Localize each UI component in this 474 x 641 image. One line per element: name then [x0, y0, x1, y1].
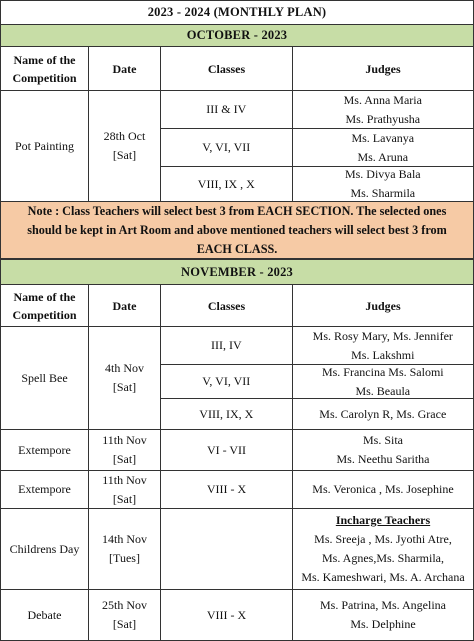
table-row-extempore-viii-x: [0, 471, 474, 509]
header-judges: Judges: [293, 285, 474, 327]
judge-name: Ms. Carolyn R, Ms. Grace: [319, 406, 447, 421]
table-row-childrens-day: [0, 509, 474, 590]
table-row-pot-painting: [0, 91, 474, 202]
judge-name: Ms. Neethu Saritha: [336, 452, 430, 466]
table-row-debate: [0, 590, 474, 641]
judge-name: Ms. Sharmila: [350, 186, 416, 200]
classes-cell: VI - VII: [161, 430, 293, 471]
table-header-november: [0, 285, 474, 327]
competition-name: Debate: [0, 590, 89, 641]
classes-cell: [161, 509, 293, 590]
judge-name: Ms. Delphine: [350, 617, 416, 631]
competition-name: Extempore: [0, 430, 89, 471]
judges-group: [293, 327, 473, 365]
day-line: [Sat]: [112, 491, 137, 506]
class-judge-groups: [161, 327, 474, 430]
judge-name: Ms. Lakshmi: [351, 347, 415, 362]
judge-name: Ms. Beaula: [355, 383, 411, 398]
judges-cell: [293, 509, 474, 590]
competition-name: Extempore: [0, 471, 89, 509]
competition-date: [89, 509, 161, 590]
header-competition-line2: Competition: [12, 307, 77, 322]
note-line: should be kept in Art Room and above mentioned teachers will select best 3 from: [27, 222, 447, 237]
competition-name: Pot Painting: [0, 91, 89, 202]
judge-name: Ms. Divya Bala: [344, 167, 421, 181]
plan-title: 2023 - 2024 (MONTHLY PLAN): [0, 0, 474, 25]
classes-group: III & IV: [161, 91, 292, 129]
date-line: 11th Nov: [102, 472, 147, 487]
classes-group: V, VI, VII: [161, 129, 292, 167]
judges-group: [293, 129, 473, 167]
class-judge-groups: [161, 91, 474, 202]
judge-name: Ms. Prathyusha: [345, 111, 421, 126]
judge-name: Ms. Rosy Mary, Ms. Jennifer: [312, 328, 453, 343]
date-line: 11th Nov: [102, 433, 147, 447]
month-banner-october: OCTOBER - 2023: [0, 25, 474, 47]
judge-name: Ms. Veronica , Ms. Josephine: [312, 482, 454, 496]
competition-name: Spell Bee: [0, 327, 89, 430]
table-header-october: [0, 47, 474, 91]
note-line: Note : Class Teachers will select best 3 from EACH SECTION. The selected ones: [27, 203, 447, 218]
judge-name: Ms. Anna Maria: [343, 92, 422, 107]
day-line: [Sat]: [112, 380, 137, 394]
judge-name: Ms. Aruna: [357, 149, 409, 164]
classes-group: V, VI, VII: [161, 365, 292, 399]
day-line: [Sat]: [112, 617, 137, 631]
competition-name: Childrens Day: [0, 509, 89, 590]
judge-name: Ms. Francina Ms. Salomi: [321, 364, 444, 379]
day-line: [Sat]: [112, 452, 137, 466]
judges-group: [293, 167, 473, 201]
note-line: EACH CLASS.: [196, 241, 278, 256]
date-line: 25th Nov: [102, 598, 147, 612]
judges-group: [293, 91, 473, 129]
month-banner-november: NOVEMBER - 2023: [0, 259, 474, 285]
header-classes: Classes: [161, 285, 293, 327]
competition-date: [89, 590, 161, 641]
classes-cell: VIII - X: [161, 471, 293, 509]
header-judges: Judges: [293, 47, 474, 91]
judge-name: Ms. Agnes,Ms. Sharmila,: [321, 551, 444, 565]
note-box: [0, 202, 474, 259]
judge-name: Ms. Sita: [362, 433, 403, 447]
header-classes: Classes: [161, 47, 293, 91]
header-competition-line2: Competition: [12, 70, 77, 85]
day-line: [Sat]: [112, 148, 137, 162]
competition-date: [89, 430, 161, 471]
classes-group: III, IV: [161, 327, 292, 365]
header-competition: [0, 285, 89, 327]
classes-cell: VIII - X: [161, 590, 293, 641]
table-row-spell-bee: [0, 327, 474, 430]
header-competition-line1: Name of the: [13, 289, 76, 304]
judges-cell: [293, 430, 474, 471]
competition-date: [89, 471, 161, 509]
date-line: 14th Nov: [102, 532, 147, 546]
classes-group: VIII, IX , X: [197, 176, 255, 191]
competition-date: [89, 91, 161, 202]
day-line: [Tues]: [109, 551, 140, 565]
date-line: 28th Oct: [103, 129, 146, 143]
date-line: 4th Nov: [105, 361, 144, 375]
table-row-extempore-vi-vii: [0, 430, 474, 471]
judge-name: Ms. Kameshwari, Ms. A. Archana: [301, 570, 465, 584]
header-competition-line1: Name of the: [13, 52, 76, 67]
competition-date: [89, 327, 161, 430]
judges-cell: [293, 471, 474, 509]
judge-name: Ms. Sreeja , Ms. Jyothi Atre,: [314, 532, 452, 546]
header-date: Date: [89, 285, 161, 327]
classes-group: VIII, IX, X: [199, 406, 254, 421]
judges-cell: [293, 590, 474, 641]
header-competition: [0, 47, 89, 91]
judges-group: [293, 365, 473, 399]
judges-group: [293, 399, 473, 429]
judge-name: Ms. Lavanya: [351, 130, 415, 145]
header-date: Date: [89, 47, 161, 91]
judge-name: Ms. Patrina, Ms. Angelina: [320, 598, 446, 612]
incharge-heading: Incharge Teachers: [335, 513, 431, 527]
